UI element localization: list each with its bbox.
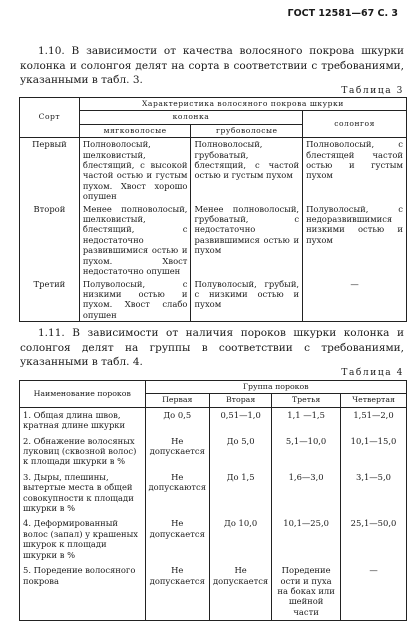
table-row — [20, 203, 407, 278]
table-4-cell-second: До 5,0 — [210, 434, 272, 470]
table-3-header-soft: мягковолосые — [79, 124, 191, 137]
table-3-cell-sort: Третий — [20, 278, 80, 322]
table-4-header-first: Первая — [145, 394, 210, 407]
table-row — [20, 407, 407, 433]
table-3-cell-coarse: Менее полноволосый, грубоватый, с недостаточно развившимися остью и пухом — [191, 203, 303, 278]
table-3-cell-solongoy: — — [303, 278, 407, 322]
table-3-header-group: Характеристика волосяного покрова шкурки — [79, 98, 406, 111]
table-4-header-name: Наименование пороков — [20, 381, 146, 408]
table-4-cell-third: Поредение ости и пуха на боках или шейной части — [272, 563, 341, 621]
paragraph-1-11 — [20, 326, 404, 370]
paragraph-1-10-text: 1.10. В зависимости от качества волосяного покрова шкурки колонка и солонгоя делят на сорта в соответствии с требованиями, указанными в табл. 3. — [20, 45, 404, 86]
table-4-cell-third: 1,6—3,0 — [272, 470, 341, 517]
table-4-cell-first: Не допускаются — [145, 470, 210, 517]
table-row — [20, 138, 407, 203]
table-4-cell-second: До 10,0 — [210, 516, 272, 563]
table-4-header-third: Третья — [272, 394, 341, 407]
table-3-cell-soft: Полноволосый, шелковистый, блестящий, с высокой частой остью и густым пухом. Хвост хорошо опушен — [79, 138, 191, 203]
table-3-caption: Таблица 3 — [341, 86, 404, 96]
table-4 — [19, 380, 407, 621]
table-3-cell-coarse: Полноволосый, грубоватый, блестящий, с частой остью и густым пухом — [191, 138, 303, 203]
table-4-cell-fourth: — — [341, 563, 407, 621]
table-3-header-sort: Сорт — [20, 98, 80, 138]
table-4-cell-second: Не допускается — [210, 563, 272, 621]
table-row — [20, 563, 407, 621]
table-3-cell-sort: Первый — [20, 138, 80, 203]
table-3-header-solongoy: солонгоя — [303, 111, 407, 138]
table-4-cell-third: 1,1 —1,5 — [272, 407, 341, 433]
table-3-cell-sort: Второй — [20, 203, 80, 278]
paragraph-1-11-text: 1.11. В зависимости от наличия пороков шкурки колонка и солонгоя делят на группы в соответствии с требованиями, указанными в табл. 4. — [20, 327, 404, 368]
table-4-cell-second: 0,51—1,0 — [210, 407, 272, 433]
table-row — [20, 516, 407, 563]
table-3-cell-solongoy: Полуволосый, с недоразвившимися низкими остью и пухом — [303, 203, 407, 278]
table-4-cell-fourth: 3,1—5,0 — [341, 470, 407, 517]
table-4-cell-fourth: 1,51—2,0 — [341, 407, 407, 433]
table-4-cell-first: До 0,5 — [145, 407, 210, 433]
table-3-cell-solongoy: Полноволосый, с блестящей частой остью и густым пухом — [303, 138, 407, 203]
table-4-cell-first: Не допускается — [145, 434, 210, 470]
page-header: ГОСТ 12581—67 С. 3 — [287, 8, 398, 19]
table-4-cell-second: До 1,5 — [210, 470, 272, 517]
table-4-cell-name: 5. Поредение волосяного покрова — [20, 563, 146, 621]
table-row — [20, 434, 407, 470]
table-4-cell-third: 10,1—25,0 — [272, 516, 341, 563]
table-3-header-coarse: грубоволосые — [191, 124, 303, 137]
table-4-cell-first: Не допускается — [145, 516, 210, 563]
table-3-cell-coarse: Полуволосый, грубый, с низкими остью и пухом — [191, 278, 303, 322]
table-4-cell-name: 1. Общая длина швов, кратная длине шкурки — [20, 407, 146, 433]
table-3-cell-soft: Полуволосый, с низкими остью и пухом. Хвост слабо опушен — [79, 278, 191, 322]
table-4-cell-third: 5,1—10,0 — [272, 434, 341, 470]
table-3-header-kolonka: колонка — [79, 111, 302, 124]
table-4-header-group: Группа пороков — [145, 381, 407, 394]
table-row — [20, 470, 407, 517]
table-4-cell-name: 4. Деформированный волос (запал) у крашеных шкурок к площади шкурки в % — [20, 516, 146, 563]
paragraph-1-10 — [20, 44, 404, 88]
table-4-header-second: Вторая — [210, 394, 272, 407]
table-4-cell-fourth: 10,1—15,0 — [341, 434, 407, 470]
table-4-caption: Таблица 4 — [341, 368, 404, 378]
table-row — [20, 278, 407, 322]
table-3-cell-soft: Менее полноволосый, шелковистый, блестящий, с недостаточно развившимися остью и пухом. Хвост недостаточно опушен — [79, 203, 191, 278]
table-4-cell-name: 3. Дыры, плешины, вытертые места в общей совокупности к площади шкурки в % — [20, 470, 146, 517]
table-4-cell-fourth: 25,1—50,0 — [341, 516, 407, 563]
table-4-cell-first: Не допускается — [145, 563, 210, 621]
table-4-cell-name: 2. Обнажение волосяных луковиц (сквозной волос) к площади шкурки в % — [20, 434, 146, 470]
table-3 — [19, 97, 407, 322]
table-4-header-fourth: Четвертая — [341, 394, 407, 407]
